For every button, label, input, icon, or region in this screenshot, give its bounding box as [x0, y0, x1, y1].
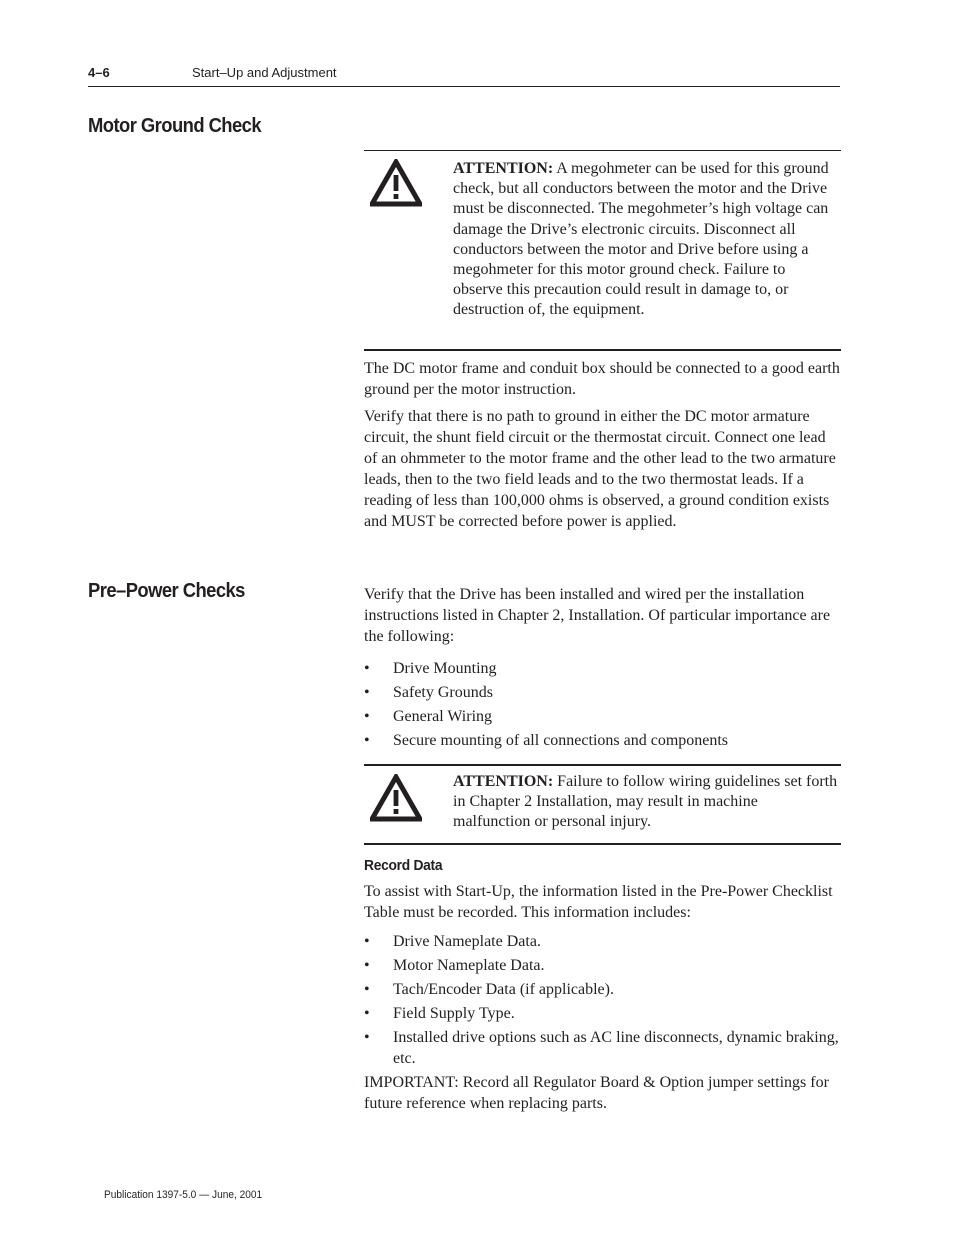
- attention-text: [453, 772, 838, 833]
- bullet-icon: •: [364, 684, 370, 701]
- attention-label: ATTENTION:: [453, 160, 554, 177]
- bullet-icon: •: [364, 1029, 370, 1046]
- bullet-icon: •: [364, 1005, 370, 1022]
- bullet-icon: •: [364, 933, 370, 950]
- attention-body: A megohmeter can be used for this ground check, but all conductors between the motor and the Drive must be disconnected. The megohmeter’s high voltage can damage the Drive’s electronic circuits. Disconnect all conductors between the motor and Drive before using a megohmeter for this motor ground check. Failure to observe this precaution could result in damage to, or destruction of, the equipment.: [453, 160, 829, 319]
- motor-ground-body: [364, 358, 841, 538]
- paragraph: To assist with Start-Up, the information listed in the Pre-Power Checklist Table must be recorded. This information includes:: [364, 883, 833, 921]
- section-heading-motor-ground-check: Motor Ground Check: [88, 115, 262, 137]
- section-heading-pre-power-checks: Pre–Power Checks: [88, 580, 245, 602]
- bullet-icon: •: [364, 660, 370, 677]
- warning-triangle-icon: [370, 774, 422, 822]
- attention-block-wiring: [364, 764, 841, 845]
- attention-text: [453, 159, 838, 321]
- record-data-list: [364, 931, 841, 1069]
- running-title: Start–Up and Adjustment: [192, 65, 337, 80]
- list-item: • Safety Grounds: [364, 684, 493, 701]
- list-item: • General Wiring: [364, 708, 493, 725]
- list-item: • Secure mounting of all connections and components: [364, 732, 729, 749]
- list-item: • Drive Mounting: [364, 660, 497, 677]
- list-item: • Motor Nameplate Data.: [364, 957, 545, 974]
- list-item: • Drive Nameplate Data.: [364, 933, 541, 950]
- bullet-icon: •: [364, 732, 370, 749]
- page-header: [88, 64, 840, 87]
- pre-power-list: [364, 658, 841, 751]
- important-note: IMPORTANT: Record all Regulator Board & Option jumper settings for future reference when replacing parts.: [364, 1074, 829, 1112]
- subheading-record-data: Record Data: [364, 857, 443, 874]
- list-item: • Tach/Encoder Data (if applicable).: [364, 981, 614, 998]
- attention-block-megohmeter: [364, 150, 841, 351]
- paragraph: Verify that there is no path to ground in either the DC motor armature circuit, the shunt field circuit or the thermostat circuit. Connect one lead of an ohmmeter to the motor frame and the other lead to the two armature leads, then to the two field leads and to the two thermostat leads. If a reading of less than 100,000 ohms is observed, a ground condition exists and MUST be corrected before power is applied.: [364, 408, 836, 530]
- page-number: 4–6: [88, 65, 110, 80]
- bullet-icon: •: [364, 957, 370, 974]
- list-item: • Field Supply Type.: [364, 1005, 515, 1022]
- record-data-section: [364, 857, 841, 1120]
- warning-triangle-icon: [370, 159, 422, 207]
- attention-body: Failure to follow wiring guidelines set forth in Chapter 2 Installation, may result in machine malfunction or personal injury.: [453, 773, 838, 831]
- pre-power-body: [364, 584, 841, 751]
- page-footer: Publication 1397-5.0 — June, 2001: [104, 1189, 263, 1201]
- paragraph: The DC motor frame and conduit box should be connected to a good earth ground per the motor instruction.: [364, 360, 840, 398]
- bullet-icon: •: [364, 708, 370, 725]
- attention-label: ATTENTION:: [453, 773, 554, 790]
- bullet-icon: •: [364, 981, 370, 998]
- list-item: • Installed drive options such as AC line disconnects, dynamic braking, etc.: [364, 1029, 839, 1067]
- paragraph: Verify that the Drive has been installed and wired per the installation instructions listed in Chapter 2, Installation. Of particular importance are the following:: [364, 586, 831, 645]
